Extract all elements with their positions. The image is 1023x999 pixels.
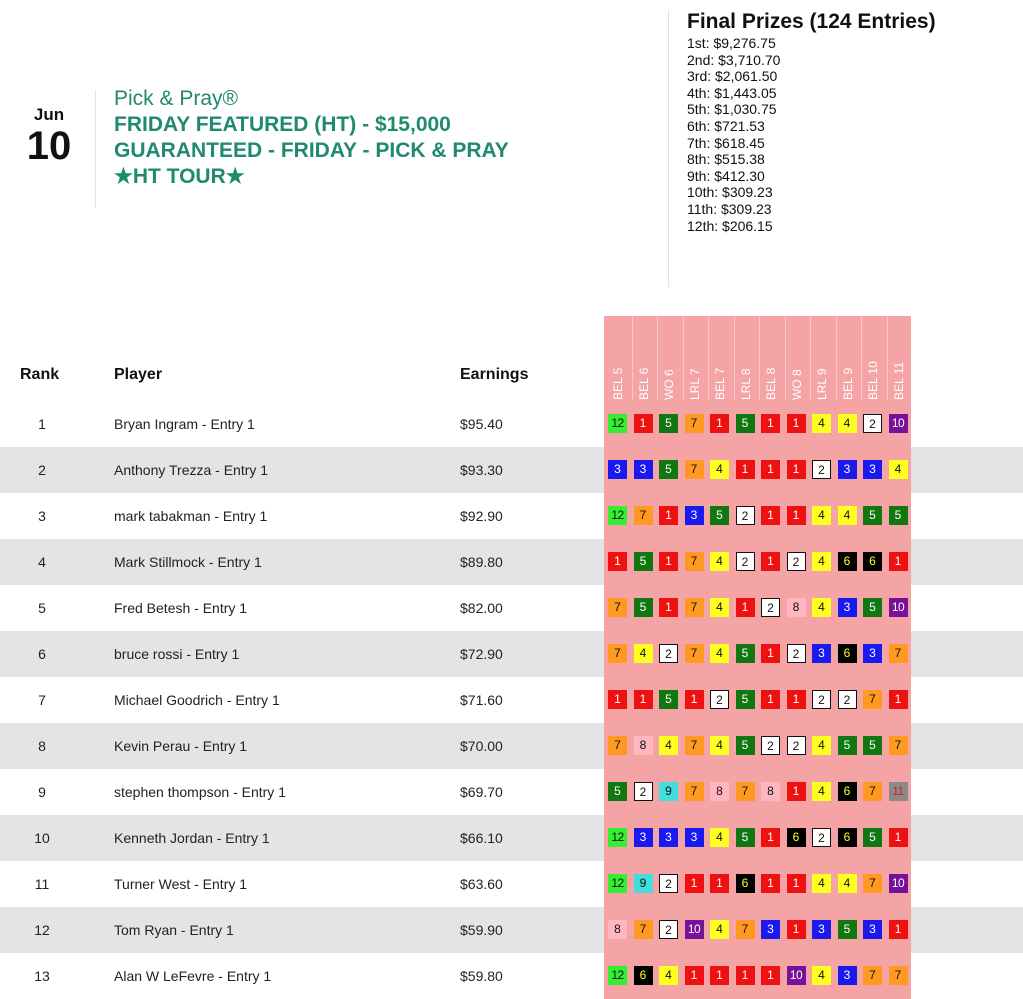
pick-badge: 1 <box>736 598 755 617</box>
race-separator <box>657 316 658 400</box>
table-row[interactable] <box>0 539 1023 585</box>
pick-badge: 7 <box>736 782 755 801</box>
earnings-cell: $92.90 <box>460 508 503 524</box>
pick-badge: 4 <box>710 598 729 617</box>
pick-badge: 4 <box>838 874 857 893</box>
pick-badge: 5 <box>838 920 857 939</box>
pick-badge: 3 <box>685 828 704 847</box>
pick-badge: 2 <box>787 644 806 663</box>
table-row[interactable] <box>0 907 1023 953</box>
pick-badge: 1 <box>787 874 806 893</box>
race-separator <box>836 316 837 400</box>
pick-badge: 1 <box>685 690 704 709</box>
pick-badge: 6 <box>634 966 653 985</box>
event-title <box>114 86 634 190</box>
pick-badge: 7 <box>736 920 755 939</box>
pick-badge: 10 <box>889 414 908 433</box>
race-separator <box>683 316 684 400</box>
final-prizes <box>687 9 936 234</box>
player-cell: mark tabakman - Entry 1 <box>114 508 268 524</box>
pick-badge: 2 <box>736 506 755 525</box>
pick-badge: 2 <box>634 782 653 801</box>
pick-badge: 3 <box>634 460 653 479</box>
pick-badge: 11 <box>889 782 908 801</box>
pick-badge: 1 <box>787 782 806 801</box>
picks-strip <box>604 953 911 999</box>
pick-badge: 12 <box>608 966 627 985</box>
pick-badge: 1 <box>889 690 908 709</box>
pick-badge: 6 <box>787 828 806 847</box>
picks-strip <box>604 585 911 631</box>
pick-badge: 1 <box>761 506 780 525</box>
pick-badge: 5 <box>736 736 755 755</box>
earnings-header: Earnings <box>460 366 529 383</box>
race-separator <box>632 316 633 400</box>
pick-badge: 4 <box>710 460 729 479</box>
race-header: BEL 8 <box>764 367 778 400</box>
event-date <box>20 105 78 167</box>
pick-badge: 7 <box>608 736 627 755</box>
rank-cell: 4 <box>38 554 46 570</box>
pick-badge: 5 <box>634 552 653 571</box>
rank-cell: 6 <box>38 646 46 662</box>
pick-badge: 2 <box>659 920 678 939</box>
pick-badge: 1 <box>634 414 653 433</box>
pick-badge: 1 <box>787 506 806 525</box>
player-cell: Michael Goodrich - Entry 1 <box>114 692 280 708</box>
race-header: LRL 7 <box>687 368 702 400</box>
prize-line: 3rd: $2,061.50 <box>687 68 778 85</box>
rank-header: Rank <box>20 366 60 383</box>
picks-strip <box>604 539 911 585</box>
rank-cell: 12 <box>34 922 50 938</box>
pick-badge: 2 <box>838 690 857 709</box>
table-row[interactable] <box>0 769 1023 815</box>
pick-badge: 1 <box>659 552 678 571</box>
pick-badge: 2 <box>812 828 831 847</box>
table-row[interactable] <box>0 447 1023 493</box>
table-row[interactable] <box>0 585 1023 631</box>
pick-badge: 6 <box>736 874 755 893</box>
pick-badge: 5 <box>659 460 678 479</box>
picks-strip <box>604 723 911 769</box>
pick-badge: 3 <box>838 966 857 985</box>
player-cell: Tom Ryan - Entry 1 <box>114 922 234 938</box>
pick-badge: 4 <box>659 966 678 985</box>
race-separator <box>708 316 709 400</box>
prize-line: 2nd: $3,710.70 <box>687 51 781 68</box>
pick-badge: 1 <box>659 598 678 617</box>
pick-badge: 2 <box>710 690 729 709</box>
race-header: BEL 5 <box>611 367 625 400</box>
pick-badge: 2 <box>736 552 755 571</box>
pick-badge: 7 <box>685 460 704 479</box>
player-cell: Fred Betesh - Entry 1 <box>114 600 248 616</box>
pick-badge: 2 <box>787 552 806 571</box>
rank-cell: 5 <box>38 600 46 616</box>
table-row[interactable] <box>0 861 1023 907</box>
race-header: BEL 9 <box>840 367 855 400</box>
table-row[interactable] <box>0 631 1023 677</box>
prize-line: 9th: $412.30 <box>687 167 765 184</box>
pick-badge: 4 <box>812 506 831 525</box>
pick-badge: 3 <box>863 644 882 663</box>
pick-badge: 5 <box>634 598 653 617</box>
pick-badge: 2 <box>761 598 780 617</box>
pick-badge: 3 <box>634 828 653 847</box>
race-header: WO 6 <box>662 369 676 400</box>
picks-strip <box>604 493 911 539</box>
pick-badge: 2 <box>812 690 831 709</box>
pick-badge: 7 <box>634 920 653 939</box>
pick-badge: 5 <box>608 782 627 801</box>
pick-badge: 7 <box>634 506 653 525</box>
race-header: BEL 11 <box>891 361 906 400</box>
pick-badge: 1 <box>761 414 780 433</box>
picks-strip <box>604 769 911 815</box>
pick-badge: 7 <box>889 736 908 755</box>
pick-badge: 1 <box>710 414 729 433</box>
earnings-cell: $82.00 <box>460 600 503 616</box>
pick-badge: 7 <box>889 644 908 663</box>
prize-line: 11th: $309.23 <box>687 200 772 217</box>
pick-badge: 4 <box>889 460 908 479</box>
table-row[interactable] <box>0 723 1023 769</box>
pick-badge: 5 <box>863 736 882 755</box>
table-row[interactable] <box>0 493 1023 539</box>
pick-badge: 1 <box>736 966 755 985</box>
pick-badge: 4 <box>812 736 831 755</box>
pick-badge: 1 <box>761 828 780 847</box>
earnings-cell: $89.80 <box>460 554 503 570</box>
pick-badge: 4 <box>710 920 729 939</box>
pick-badge: 2 <box>659 644 678 663</box>
pick-badge: 4 <box>812 874 831 893</box>
pick-badge: 5 <box>736 828 755 847</box>
picks-strip <box>604 907 911 953</box>
divider <box>95 90 96 208</box>
pick-badge: 7 <box>608 644 627 663</box>
player-cell: stephen thompson - Entry 1 <box>114 784 286 800</box>
race-header: LRL 8 <box>738 368 753 400</box>
earnings-cell: $93.30 <box>460 462 503 478</box>
pick-badge: 6 <box>838 644 857 663</box>
pick-badge: 6 <box>863 552 882 571</box>
pick-badge: 12 <box>608 414 627 433</box>
pick-badge: 12 <box>608 506 627 525</box>
earnings-cell: $71.60 <box>460 692 503 708</box>
pick-badge: 12 <box>608 828 627 847</box>
earnings-cell: $63.60 <box>460 876 503 892</box>
pick-badge: 7 <box>889 966 908 985</box>
pick-badge: 8 <box>634 736 653 755</box>
earnings-cell: $59.90 <box>460 922 503 938</box>
earnings-cell: $95.40 <box>460 416 503 432</box>
player-cell: Bryan Ingram - Entry 1 <box>114 416 255 432</box>
rank-cell: 11 <box>34 876 50 892</box>
pick-badge: 4 <box>812 414 831 433</box>
pick-badge: 7 <box>685 598 704 617</box>
race-header: BEL 10 <box>866 361 880 400</box>
pick-badge: 5 <box>838 736 857 755</box>
pick-badge: 1 <box>710 874 729 893</box>
pick-badge: 1 <box>761 874 780 893</box>
player-cell: Kenneth Jordan - Entry 1 <box>114 830 270 846</box>
rank-cell: 7 <box>38 692 46 708</box>
pick-badge: 4 <box>710 828 729 847</box>
divider <box>668 10 669 287</box>
pick-badge: 1 <box>889 828 908 847</box>
pick-badge: 4 <box>659 736 678 755</box>
player-cell: Mark Stillmock - Entry 1 <box>114 554 262 570</box>
pick-badge: 4 <box>812 966 831 985</box>
pick-badge: 1 <box>710 966 729 985</box>
prize-line: 12th: $206.15 <box>687 217 773 234</box>
pick-badge: 1 <box>889 920 908 939</box>
event-month: Jun <box>33 105 65 124</box>
player-cell: Kevin Perau - Entry 1 <box>114 738 248 754</box>
picks-strip <box>604 815 911 861</box>
pick-badge: 10 <box>889 598 908 617</box>
pick-badge: 6 <box>838 782 857 801</box>
pick-badge: 3 <box>863 460 882 479</box>
pick-badge: 9 <box>634 874 653 893</box>
pick-badge: 7 <box>685 552 704 571</box>
pick-badge: 4 <box>710 736 729 755</box>
pick-badge: 1 <box>761 690 780 709</box>
earnings-cell: $69.70 <box>460 784 503 800</box>
prize-line: 8th: $515.38 <box>687 151 765 168</box>
pick-badge: 5 <box>889 506 908 525</box>
pick-badge: 1 <box>685 966 704 985</box>
prize-line: 7th: $618.45 <box>687 134 765 151</box>
pick-badge: 7 <box>685 414 704 433</box>
prize-list <box>687 35 936 234</box>
pick-badge: 1 <box>889 552 908 571</box>
pick-badge: 7 <box>685 736 704 755</box>
pick-badge: 6 <box>838 552 857 571</box>
pick-badge: 7 <box>608 598 627 617</box>
pick-badge: 1 <box>787 414 806 433</box>
earnings-cell: $70.00 <box>460 738 503 754</box>
table-row[interactable] <box>0 401 1023 447</box>
event-day: 10 <box>26 124 72 168</box>
pick-badge: 1 <box>761 460 780 479</box>
race-header: BEL 6 <box>636 367 651 400</box>
picks-strip <box>604 447 911 493</box>
player-cell: bruce rossi - Entry 1 <box>114 646 240 662</box>
pick-badge: 4 <box>812 552 831 571</box>
race-header: BEL 7 <box>713 367 727 400</box>
pick-badge: 1 <box>787 920 806 939</box>
pick-badge: 2 <box>659 874 678 893</box>
pick-badge: 9 <box>659 782 678 801</box>
pick-badge: 4 <box>710 552 729 571</box>
pick-badge: 7 <box>685 644 704 663</box>
pick-badge: 1 <box>608 552 627 571</box>
pick-badge: 7 <box>863 782 882 801</box>
prize-line: 10th: $309.23 <box>687 184 773 201</box>
rank-cell: 8 <box>38 738 46 754</box>
pick-badge: 3 <box>838 460 857 479</box>
pick-badge: 5 <box>863 506 882 525</box>
pick-badge: 3 <box>608 460 627 479</box>
pick-badge: 3 <box>761 920 780 939</box>
pick-badge: 3 <box>838 598 857 617</box>
pick-badge: 2 <box>761 736 780 755</box>
pick-badge: 8 <box>787 598 806 617</box>
event-brand: Pick & Pray® <box>114 87 239 110</box>
pick-badge: 8 <box>761 782 780 801</box>
pick-badge: 8 <box>608 920 627 939</box>
pick-badge: 3 <box>659 828 678 847</box>
pick-badge: 5 <box>736 690 755 709</box>
prize-line: 5th: $1,030.75 <box>687 101 777 118</box>
table-row[interactable] <box>0 815 1023 861</box>
event-title-line-1: FRIDAY FEATURED (HT) - $15,000 <box>114 113 451 136</box>
pick-badge: 1 <box>761 552 780 571</box>
player-cell: Alan W LeFevre - Entry 1 <box>114 968 272 984</box>
pick-badge: 5 <box>863 598 882 617</box>
pick-badge: 1 <box>659 506 678 525</box>
table-row[interactable] <box>0 953 1023 999</box>
picks-strip <box>604 677 911 723</box>
rank-cell: 10 <box>34 830 50 846</box>
rank-cell: 1 <box>38 416 46 432</box>
prize-line: 1st: $9,276.75 <box>687 35 776 51</box>
pick-badge: 1 <box>787 460 806 479</box>
earnings-cell: $66.10 <box>460 830 503 846</box>
prize-line: 4th: $1,443.05 <box>687 84 777 101</box>
pick-badge: 4 <box>634 644 653 663</box>
pick-badge: 5 <box>659 690 678 709</box>
pick-badge: 5 <box>863 828 882 847</box>
pick-badge: 10 <box>787 966 806 985</box>
pick-badge: 5 <box>736 644 755 663</box>
table-row[interactable] <box>0 677 1023 723</box>
rank-cell: 3 <box>38 508 46 524</box>
pick-badge: 10 <box>889 874 908 893</box>
pick-badge: 6 <box>838 828 857 847</box>
pick-badge: 7 <box>863 690 882 709</box>
picks-strip <box>604 401 911 447</box>
pick-badge: 2 <box>787 736 806 755</box>
event-title-line-3: ★HT TOUR★ <box>114 165 245 188</box>
pick-badge: 4 <box>812 598 831 617</box>
pick-badge: 2 <box>812 460 831 479</box>
pick-badge: 1 <box>608 690 627 709</box>
pick-badge: 10 <box>685 920 704 939</box>
earnings-cell: $59.80 <box>460 968 503 984</box>
pick-badge: 3 <box>812 644 831 663</box>
pick-badge: 4 <box>812 782 831 801</box>
event-title-line-2: GUARANTEED - FRIDAY - PICK & PRAY <box>114 139 509 162</box>
pick-badge: 1 <box>685 874 704 893</box>
pick-badge: 1 <box>736 460 755 479</box>
race-header: LRL 9 <box>815 368 829 400</box>
pick-badge: 4 <box>838 506 857 525</box>
pick-badge: 3 <box>863 920 882 939</box>
pick-badge: 4 <box>710 644 729 663</box>
race-separator <box>810 316 811 400</box>
pick-badge: 1 <box>761 966 780 985</box>
picks-strip <box>604 631 911 677</box>
player-cell: Anthony Trezza - Entry 1 <box>114 462 269 478</box>
pick-badge: 7 <box>863 874 882 893</box>
pick-badge: 12 <box>608 874 627 893</box>
final-prizes-title: Final Prizes (124 Entries) <box>687 10 936 33</box>
pick-badge: 1 <box>634 690 653 709</box>
player-cell: Turner West - Entry 1 <box>114 876 248 892</box>
pick-badge: 1 <box>761 644 780 663</box>
pick-badge: 8 <box>710 782 729 801</box>
pick-badge: 3 <box>812 920 831 939</box>
earnings-cell: $72.90 <box>460 646 503 662</box>
pick-badge: 1 <box>787 690 806 709</box>
race-separator <box>861 316 862 400</box>
race-separator <box>759 316 760 400</box>
rank-cell: 2 <box>38 462 46 478</box>
race-separator <box>734 316 735 400</box>
pick-badge: 7 <box>863 966 882 985</box>
rank-cell: 9 <box>38 784 46 800</box>
pick-badge: 7 <box>685 782 704 801</box>
pick-badge: 5 <box>659 414 678 433</box>
pick-badge: 4 <box>838 414 857 433</box>
race-separator <box>785 316 786 400</box>
race-header: WO 8 <box>789 369 804 400</box>
prize-line: 6th: $721.53 <box>687 117 765 134</box>
picks-strip <box>604 861 911 907</box>
pick-badge: 5 <box>736 414 755 433</box>
race-separator <box>887 316 888 400</box>
pick-badge: 5 <box>710 506 729 525</box>
pick-badge: 3 <box>685 506 704 525</box>
pick-badge: 2 <box>863 414 882 433</box>
player-header: Player <box>114 366 163 383</box>
rank-cell: 13 <box>34 968 50 984</box>
